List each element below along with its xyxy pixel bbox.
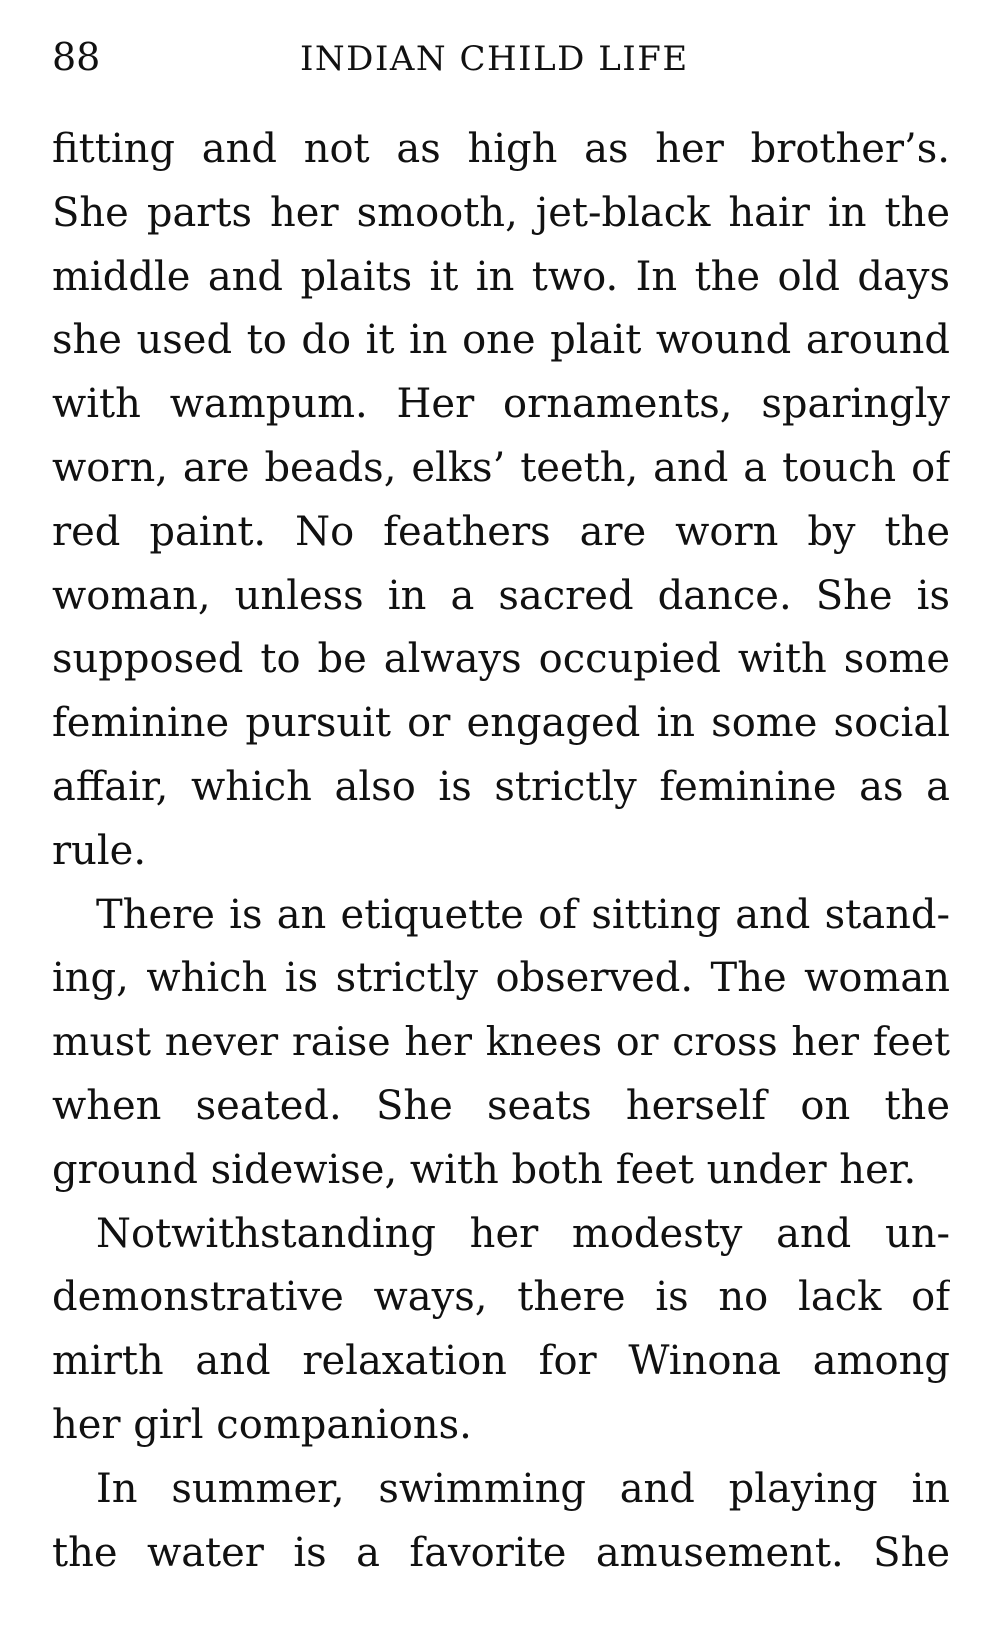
text-line: supposed to be always occupied with some	[52, 636, 950, 683]
text-line: her girl companions.	[52, 1401, 472, 1448]
text-line: middle and plaits it in two. In the old days	[52, 253, 950, 300]
text-line: affair, which also is strictly feminine as a	[52, 763, 950, 810]
text-line: fitting and not as high as her brother’s.	[52, 126, 950, 172]
text-line: There is an etiquette of sitting and stand-	[96, 891, 950, 938]
text-line: ing, which is strictly observed. The woman	[52, 955, 950, 1002]
text-line: rule.	[52, 827, 147, 874]
text-line: worn, are beads, elks’ teeth, and a touch of	[52, 444, 950, 491]
text-line: when seated. She seats herself on the	[52, 1082, 950, 1129]
running-title: INDIAN CHILD LIFE	[300, 39, 689, 79]
text-line: woman, unless in a sacred dance. She is	[52, 572, 950, 619]
text-line: with wampum. Her ornaments, sparingly	[52, 381, 950, 428]
text-line: red paint. No feathers are worn by the	[52, 508, 950, 555]
text-line: ground sidewise, with both feet under her.	[52, 1146, 917, 1193]
text-line: she used to do it in one plait wound around	[52, 317, 950, 364]
text-line: feminine pursuit or engaged in some social	[52, 700, 950, 747]
text-line: In summer, swimming and playing in	[96, 1465, 950, 1512]
text-line: mirth and relaxation for Winona among	[52, 1338, 950, 1385]
text-line: must never raise her knees or cross her feet	[52, 1019, 950, 1066]
page-number: 88	[52, 35, 101, 79]
running-head	[52, 32, 950, 82]
text-line: demonstrative ways, there is no lack of	[52, 1274, 950, 1321]
body-text	[52, 118, 950, 1585]
text-line: Notwithstanding her modesty and un-	[96, 1210, 950, 1257]
text-line: the water is a favorite amusement. She	[52, 1529, 950, 1576]
text-line: She parts her smooth, jet-black hair in the	[52, 189, 950, 236]
